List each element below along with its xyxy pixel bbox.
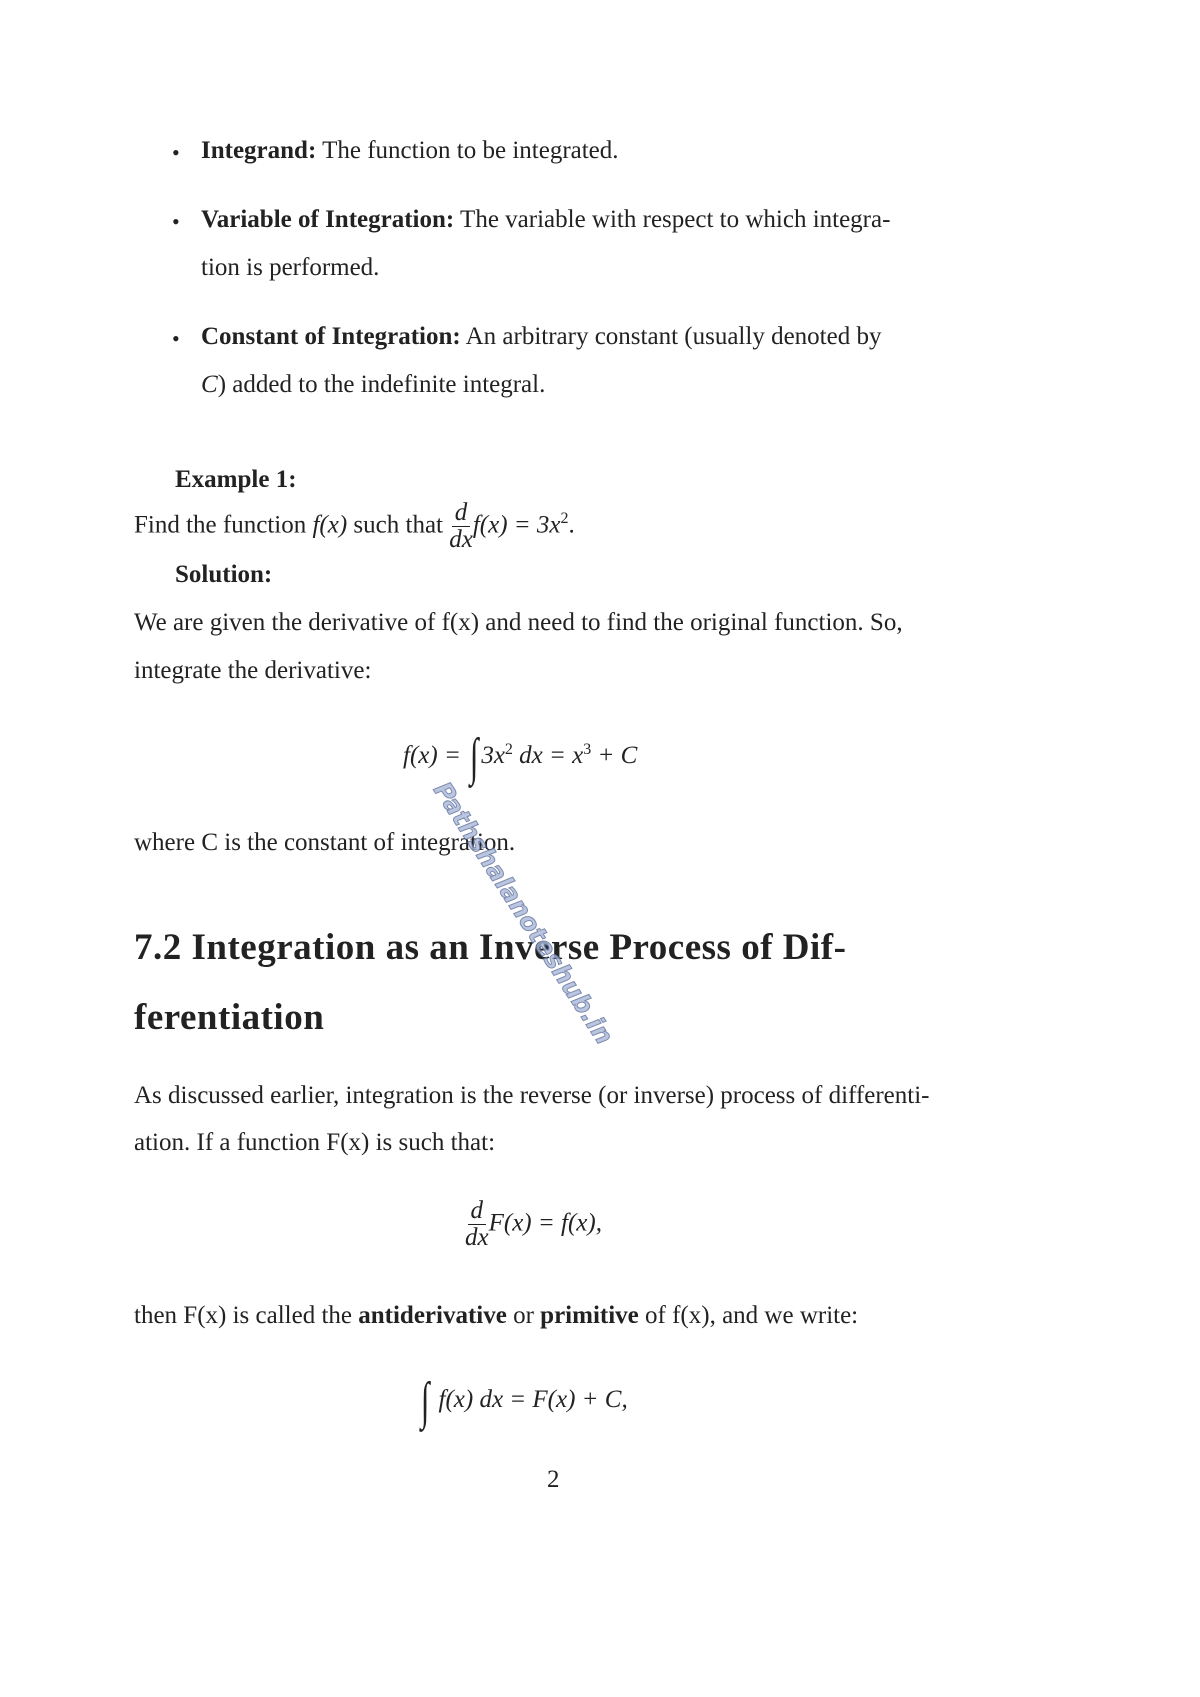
where-text: where C is the constant of integration. [134, 829, 516, 856]
solution-text: We are given the derivative of f(x) and need to find the original function. So, [134, 609, 903, 636]
term: Constant of Integration: [201, 323, 461, 350]
integral-sign: ∫ [469, 729, 479, 786]
paragraph [134, 1302, 858, 1330]
bullet-dot: • [172, 140, 180, 165]
definition: The variable with respect to which integra- [460, 206, 891, 233]
expr: 3x [481, 742, 505, 770]
term: Integrand: [201, 137, 317, 164]
bullet-variable [201, 206, 890, 234]
solution-text: integrate the derivative: [134, 657, 372, 684]
integral-sign: ∫ [420, 1373, 430, 1430]
den: dx [465, 1224, 489, 1252]
antiderivative-equation [418, 1372, 628, 1431]
watermark: Pathshalanoteshub.in [427, 776, 620, 1050]
derivative-equation [465, 1198, 602, 1252]
expr: f(x) = 3x [472, 511, 561, 539]
var: f(x) [312, 511, 348, 539]
expr: dx = x [512, 742, 584, 770]
term: Variable of Integration: [201, 206, 455, 233]
den: dx [449, 526, 473, 554]
section-title-cont: ferentiation [134, 997, 325, 1038]
exp: 2 [560, 510, 569, 528]
lhs: f(x) = [403, 742, 461, 770]
expr: f(x) dx = F(x) + C, [438, 1386, 628, 1414]
example-heading: Example 1: [175, 466, 297, 493]
var: C [201, 371, 218, 398]
example-problem: Find the function f(x) such that $\frac{d}{dx}$ $f(x) = 3x^2$. [134, 499, 575, 554]
bullet-dot: • [172, 209, 180, 234]
exp: 3 [583, 740, 592, 758]
bullet-dot: • [172, 326, 180, 351]
text: ) added to the indefinite integral. [217, 371, 546, 398]
section-title: 7.2 Integration as an Inverse Process of Dif- [134, 927, 847, 968]
text: Find the function [134, 511, 307, 539]
derivative-fraction [465, 1198, 489, 1252]
bullet-integrand [201, 137, 619, 165]
paragraph: As discussed earlier, integration is the reverse (or inverse) process of differenti- [134, 1082, 930, 1109]
definition: An arbitrary constant (usually denoted by [465, 323, 882, 350]
term: antiderivative [358, 1302, 507, 1329]
term: primitive [540, 1302, 639, 1329]
definition: The function to be integrated. [322, 137, 619, 164]
text: or [506, 1302, 541, 1329]
bullet-constant [201, 323, 881, 351]
num: d [452, 500, 471, 527]
integral-equation [403, 728, 637, 787]
solution-heading: Solution: [175, 561, 273, 588]
text: then F(x) is called the [134, 1302, 359, 1329]
num: d [468, 1198, 487, 1225]
definition-cont: tion is performed. [201, 254, 380, 281]
expr: + C [591, 742, 638, 770]
definition-cont [201, 371, 545, 399]
expr: F(x) = f(x), [488, 1209, 602, 1237]
text: of f(x), and we write: [638, 1302, 859, 1329]
paragraph: ation. If a function F(x) is such that: [134, 1129, 496, 1156]
page-number: 2 [547, 1466, 560, 1493]
text: such that [353, 511, 443, 539]
derivative-fraction [449, 500, 473, 554]
exp: 2 [504, 740, 513, 758]
